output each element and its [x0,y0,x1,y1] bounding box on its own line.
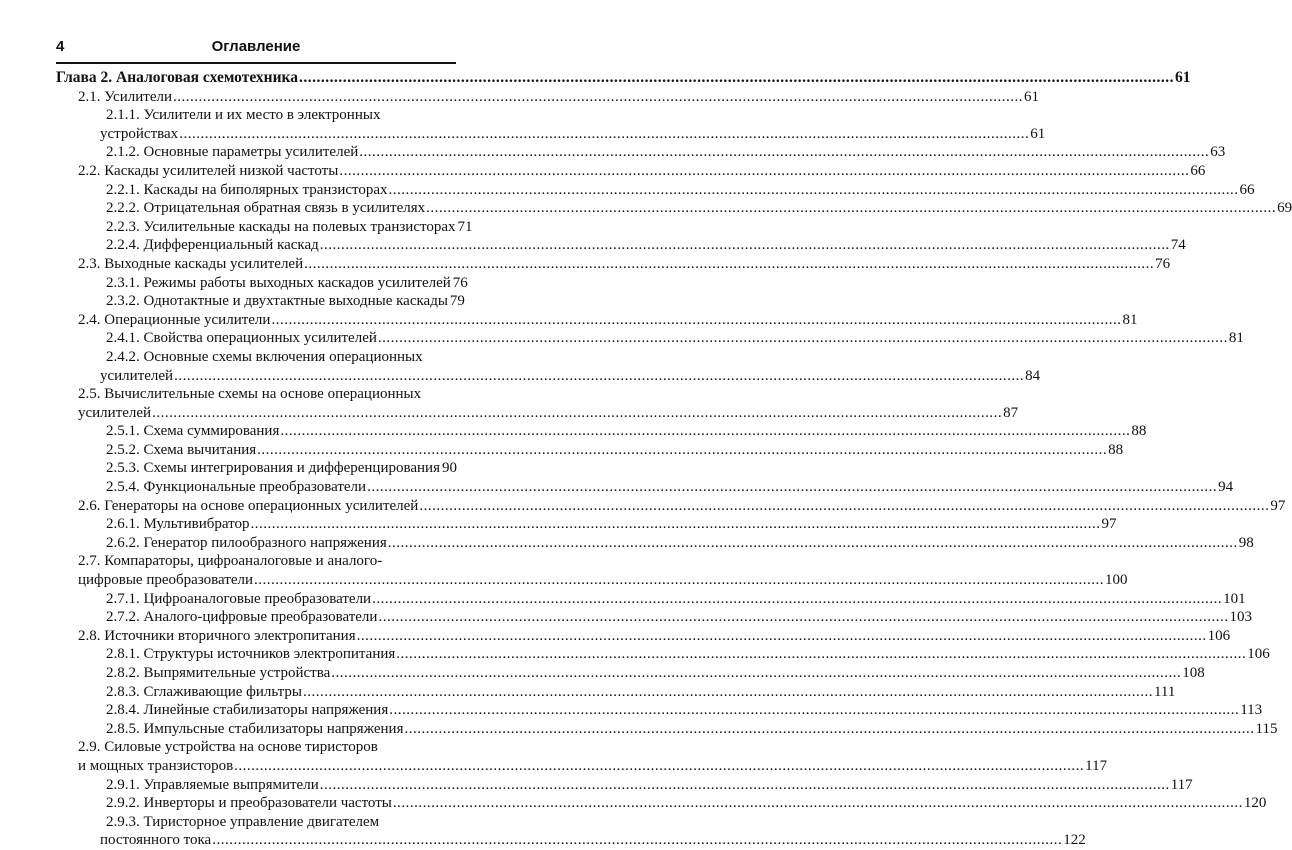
toc-page-number: 88 [1131,423,1147,440]
toc-entry-title: 2.8. Источники вторичного электропитания [78,627,356,644]
toc-entry-title: усилителей [78,404,152,421]
leader-dots: ........................................................................................................................................................................................................ [339,162,1190,179]
toc-entry-title: 2.6. Генераторы на основе операционных усилителей [78,497,419,514]
toc-page-number: 101 [1223,590,1246,607]
leader-dots: ........................................................................................................................................................................................................ [234,757,1085,774]
leader-dots: ........................................................................................................................................................................................................ [356,627,1207,644]
toc-entry-title: 2.9. Силовые устройства на основе тиристоров [78,739,378,756]
toc-entry-level-2 [56,478,1234,497]
toc-entry-title: 2.1.2. Основные параметры усилителей [106,144,359,161]
leader-dots: ........................................................................................................................................................................................................ [419,497,1270,514]
toc-page-number: 79 [449,293,465,310]
leader-dots: ........................................................................................................................................................................................................ [173,88,1023,105]
running-header [56,36,456,58]
toc-page-number: 117 [1085,757,1108,774]
toc-entry-title: цифровые преобразователи [78,572,254,589]
toc-page-number: 87 [1003,404,1019,421]
leader-dots: ........................................................................................................................................................................................................ [377,330,1228,347]
toc-entry-level-2 [56,181,1255,200]
toc-entry-level-1 [56,497,1286,516]
toc-entry-title: 2.7. Компараторы, цифроаналоговые и аналого- [78,553,383,570]
toc-entry-title: 2.3. Выходные каскады усилителей [78,255,304,272]
toc-entry-level-2 [56,645,1270,664]
leader-dots: ........................................................................................................................................................................................................ [387,534,1238,551]
leader-dots: ........................................................................................................................................................................................................ [212,832,1063,849]
toc-entry-level-2 [56,441,1124,460]
toc-page-number: 106 [1207,627,1231,644]
toc-entry-level-2 [56,125,1046,144]
leader-dots: ........................................................................................................................................................................................................ [271,311,1122,328]
toc-entry-level-2 [56,515,1117,534]
toc-page-number: 81 [1228,330,1244,347]
page-title: Оглавление [211,38,301,55]
toc-entry-title: 2.2. Каскады усилителей низкой частоты [78,162,339,179]
toc-entry-title: постоянного тока [100,832,212,849]
toc-entry-title: 2.5.3. Схемы интегрирования и дифференцирования [106,460,440,477]
toc-entry-level-1 [56,404,1019,423]
toc-entry-title: 2.8.3. Сглаживающие фильтры [106,683,302,700]
toc-entry-level-1 [56,88,1039,107]
toc-page-number: 88 [1108,441,1124,458]
toc-entry-title: 2.2.1. Каскады на биполярных транзисторах [106,181,388,198]
toc-entry-level-2 [56,776,1193,795]
toc-page-number: 98 [1238,534,1254,551]
toc-entry-title: 2.4. Операционные усилители [78,311,271,328]
leader-dots: ........................................................................................................................................................................................................ [302,683,1153,700]
leader-dots: ........................................................................................................................................................................................................ [378,609,1229,626]
toc-page-number: 61 [1030,125,1046,142]
toc-page-number: 113 [1240,702,1263,719]
toc-entry-level-1 [56,627,1231,646]
toc-entry-title: 2.2.4. Дифференциальный каскад [106,237,319,254]
toc-entry-title: 2.5.2. Схема вычитания [106,441,257,458]
toc-entry-title: 2.8.5. Импульсные стабилизаторы напряжения [106,720,404,737]
toc-entry-title: 2.4.2. Основные схемы включения операционных [106,348,423,365]
leader-dots: ........................................................................................................................................................................................................ [319,776,1170,793]
toc-entry-level-2 [56,329,1244,348]
leader-dots: ........................................................................................................................................................................................................ [280,423,1131,440]
toc-entry-title: устройствах [100,125,179,142]
toc-entry-level-2 [56,199,1292,218]
leader-dots: ........................................................................................................................................................................................................ [174,367,1025,384]
toc-entry-level-2 [56,292,465,311]
toc-page-number: 63 [1210,144,1226,161]
toc-entry-title: 2.9.1. Управляемые выпрямители [106,776,319,793]
toc-page-number: 103 [1229,609,1252,626]
toc-entry-title: 2.5.1. Схема суммирования [106,423,280,440]
toc-entry-title: 2.6.2. Генератор пилообразного напряжения [106,534,387,551]
toc-entry-title: 2.9.3. Тиристорное управление двигателем [106,813,380,830]
toc-entry-level-1 [56,255,1171,274]
toc-entry-level-2 [56,236,1186,255]
toc-entry-title: 2.9.2. Инверторы и преобразователи частоты [106,795,392,812]
toc-entry-level-2 [56,274,468,293]
toc-page-number: 66 [1239,181,1255,198]
leader-dots: ........................................................................................................................................................................................................ [304,255,1155,272]
toc-entry-level-2 [56,701,1263,720]
toc-entry-level-2 [56,367,1041,386]
toc-entry-title: 2.7.2. Аналого-цифровые преобразователи [106,609,378,626]
leader-dots: ........................................................................................................................................................................................................ [179,125,1030,142]
toc-entry-level-2 [56,720,1278,739]
toc-page-number: 74 [1170,237,1186,254]
leader-dots: ........................................................................................................................................................................................................ [388,181,1239,198]
toc-entry-title: 2.5.4. Функциональные преобразователи [106,479,367,496]
leader-dots: ........................................................................................................................................................................................................ [298,69,1174,86]
toc-entry-level-2 [56,608,1252,627]
toc-entry-level-2 [56,422,1147,441]
toc-entry-level-2 [56,534,1254,553]
leader-dots: ........................................................................................................................................................................................................ [404,720,1255,737]
toc-entry-level-1 [56,738,456,757]
toc-entry-level-2 [56,590,1246,609]
toc-page-number: 76 [1155,255,1171,272]
toc-entry-title: и мощных транзисторов [78,757,234,774]
toc-page-number: 76 [452,274,468,291]
leader-dots: ........................................................................................................................................................................................................ [254,572,1105,589]
toc-entry-title: 2.8.2. Выпрямительные устройства [106,665,331,681]
toc-entry-level-1 [56,385,456,404]
toc-entry-level-1 [56,162,1206,181]
leader-dots: ........................................................................................................................................................................................................ [331,665,1182,681]
toc-entry-title: 2.8.1. Структуры источников электропитания [106,646,396,663]
toc-entry-level-2 [56,794,1267,813]
toc-entry-level-2 [56,813,456,832]
toc-entry-title: 2.2.3. Усилительные каскады на полевых транзисторах [106,218,456,235]
toc-page-number: 61 [1174,69,1191,86]
toc-entry-level-2 [56,831,1086,850]
toc-entry-level-2 [56,683,1176,702]
toc-page-number: 97 [1101,516,1117,533]
toc-page-number: 71 [457,218,473,235]
toc-entry-title: 2.3.1. Режимы работы выходных каскадов усилителей [106,274,451,291]
toc-entry-level-1 [56,571,1128,590]
toc-entry-title: 2.3.2. Однотактные и двухтактные выходные каскады [106,293,448,310]
leader-dots: ........................................................................................................................................................................................................ [392,795,1243,812]
toc-entry-level-2 [56,664,1205,683]
toc-page-number: 90 [441,460,457,477]
toc-entry-level-1 [56,757,1108,776]
leader-dots: ........................................................................................................................................................................................................ [367,479,1218,496]
toc-entry-title: 2.6.1. Мультивибратор [106,516,250,533]
leader-dots: ........................................................................................................................................................................................................ [389,702,1240,719]
leader-dots: ........................................................................................................................................................................................................ [359,144,1210,161]
leader-dots: ........................................................................................................................................................................................................ [319,237,1170,254]
toc-entry-level-2 [56,459,456,478]
toc-entry-title: 2.8.4. Линейные стабилизаторы напряжения [106,702,389,719]
leader-dots: ........................................................................................................................................................................................................ [257,441,1108,458]
leader-dots: ........................................................................................................................................................................................................ [152,404,1003,421]
toc-page-number: 94 [1218,479,1234,496]
toc-page-number: 97 [1270,497,1286,514]
leader-dots: ........................................................................................................................................................................................................ [396,646,1247,663]
toc-page-number: 117 [1170,776,1193,793]
toc-page-number: 69 [1277,200,1292,217]
toc-entry-level-2 [56,143,1226,162]
toc-page-number: 120 [1243,795,1267,812]
toc-entry-level-2 [56,106,456,125]
toc-entry-level-2 [56,348,456,367]
toc-entry-level-1 [56,311,1138,330]
toc-entry-level-1 [56,552,456,571]
toc-entry-level-0 [56,69,1191,88]
header-rule [56,62,456,64]
toc-entry-title: 2.1. Усилители [78,88,172,105]
table-of-contents [56,69,1292,850]
toc-entry-title: усилителей [100,367,174,384]
page-number: 4 [56,38,65,55]
toc-entry-title: Глава 2. Аналоговая схемотехника [56,69,298,86]
toc-page-number: 108 [1182,665,1205,681]
toc-page-number: 66 [1190,162,1206,179]
toc-entry-title: 2.5. Вычислительные схемы на основе операционных [78,386,422,403]
toc-page-number: 84 [1025,367,1041,384]
toc-entry-level-2 [56,218,473,237]
toc-page-number: 100 [1105,572,1128,589]
toc-page-number: 122 [1063,832,1086,849]
toc-page-number: 81 [1122,311,1138,328]
toc-page-number: 111 [1153,683,1176,700]
toc-entry-title: 2.4.1. Свойства операционных усилителей [106,330,377,347]
toc-page-number: 106 [1247,646,1270,663]
leader-dots: ........................................................................................................................................................................................................ [250,516,1101,533]
leader-dots: ........................................................................................................................................................................................................ [426,200,1277,217]
toc-entry-title: 2.1.1. Усилители и их место в электронных [106,107,381,124]
leader-dots: ........................................................................................................................................................................................................ [372,590,1223,607]
toc-entry-title: 2.7.1. Цифроаналоговые преобразователи [106,590,372,607]
toc-page-number: 115 [1255,720,1278,737]
toc-page-number: 61 [1024,88,1039,105]
toc-entry-title: 2.2.2. Отрицательная обратная связь в усилителях [106,200,426,217]
